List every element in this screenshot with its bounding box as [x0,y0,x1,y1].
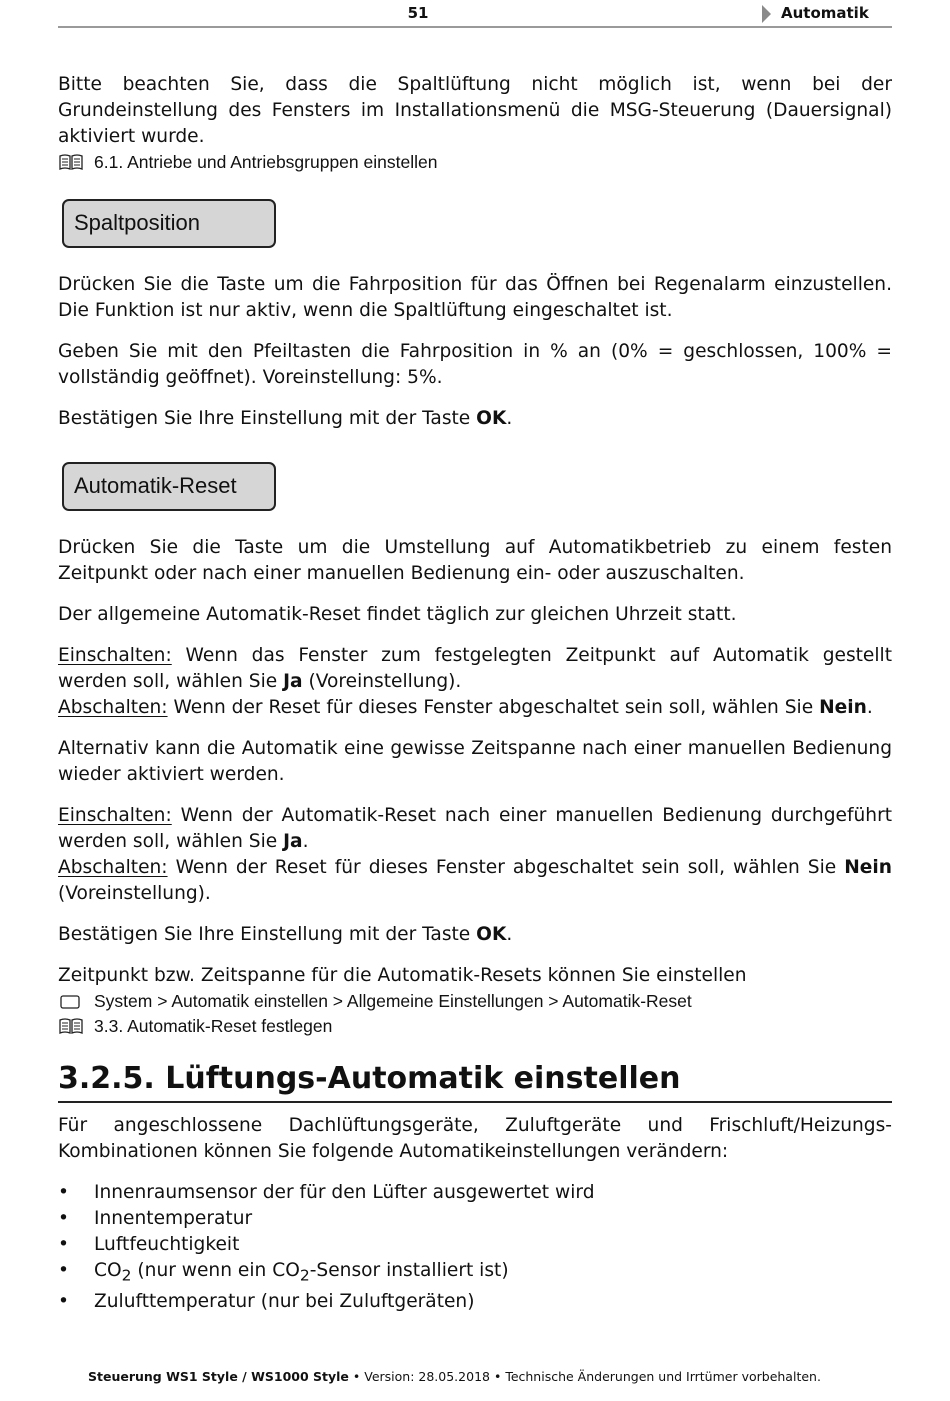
header-rule [58,26,892,28]
list-item-text: Luftfeuchtigkeit [94,1234,240,1255]
book-icon [58,1018,84,1036]
bullet: • [58,1182,69,1203]
einschalten-label: Einschalten: [58,645,172,666]
list-item-text: Innentemperatur [94,1208,253,1229]
list-item-text [94,1260,509,1285]
bullet: • [58,1260,69,1281]
bullet: • [58,1234,69,1255]
ok-key-label: OK [476,408,507,429]
footer-separator: • [348,1369,365,1384]
cross-reference-text: 6.1. Antriebe und Antriebsgruppen einstellen [94,152,438,172]
menu-path-text: System > Automatik einstellen > Allgemeine Einstellungen > Automatik-Reset [94,991,692,1011]
bullet: • [58,1290,69,1312]
paragraph: Der allgemeine Automatik-Reset findet täglich zur gleichen Uhrzeit statt. [58,604,737,625]
paragraph: Zeitpunkt bzw. Zeitspanne für die Automatik-Resets können Sie einstellen [58,965,747,986]
text: (Voreinstellung). [302,671,462,692]
text: Bestätigen Sie Ihre Einstellung mit der Taste [58,408,477,429]
text: CO [94,1260,122,1281]
automatik-reset-button[interactable]: Automatik-Reset [62,462,276,511]
nein-key-label: Nein [844,857,892,878]
cross-reference [58,1014,892,1039]
abschalten-label: Abschalten: [58,857,168,878]
list-item-text: Innenraumsensor der für den Lüfter ausgewertet wird [94,1182,595,1203]
text: Wenn der Automatik-Reset nach einer manuellen Bedienung durchgeführt werden soll, wählen Sie [58,805,892,852]
page-content [58,72,892,1315]
cross-reference-text: 3.3. Automatik-Reset festlegen [94,1016,333,1036]
paragraph: Geben Sie mit den Pfeiltasten die Fahrposition in % an (0% = geschlossen, 100% = vollständig geöffnet). Voreinstellung: 5%. [58,341,892,388]
list-item [58,1232,892,1258]
triangle-right-icon [762,5,771,23]
intro-paragraph: Bitte beachten Sie, dass die Spaltlüftung nicht möglich ist, wenn bei der Grundeinstellung des Fensters im Installationsmenü die MSG-Steuerung (Dauersignal) aktiviert wurde. [58,74,892,147]
menu-path [58,989,892,1014]
text: Bestätigen Sie Ihre Einstellung mit der Taste [58,924,477,945]
paragraph: Drücken Sie die Taste um die Fahrposition für das Öffnen bei Regenalarm einzustellen. Die Funktion ist nur aktiv, wenn die Spaltlüftung eingeschaltet ist. [58,274,892,321]
nein-key-label: Nein [819,697,867,718]
abschalten-paragraph [58,695,892,721]
section-intro: Für angeschlossene Dachlüftungsgeräte, Zuluftgeräte und Frischluft/Heizungs-Kombinationen können Sie folgende Automatikeinstellungen verändern: [58,1115,892,1162]
abschalten-label: Abschalten: [58,697,168,718]
paragraph: Alternativ kann die Automatik eine gewisse Zeitspanne nach einer manuellen Bedienung wieder aktiviert werden. [58,738,892,785]
ja-key-label: Ja [283,671,303,692]
ja-key-label: Ja [283,831,303,852]
abschalten-paragraph [58,855,892,907]
text: . [866,697,873,718]
text: -Sensor installiert ist) [309,1260,509,1281]
einschalten-paragraph [58,643,892,695]
einschalten-label: Einschalten: [58,805,172,826]
list-item-text: Zulufttemperatur (nur bei Zuluftgeräten) [94,1290,475,1312]
text: Wenn der Reset für dieses Fenster abgeschaltet sein soll, wählen Sie [167,697,820,718]
ok-key-label: OK [476,924,507,945]
list-item [58,1289,892,1315]
spaltposition-button[interactable]: Spaltposition [62,199,276,248]
section-heading: 3.2.5. Lüftungs-Automatik einstellen [58,1059,892,1103]
text: (nur wenn ein CO [131,1260,300,1281]
bullet: • [58,1208,69,1229]
paragraph: Drücken Sie die Taste um die Umstellung auf Automatikbetrieb zu einem festen Zeitpunkt oder nach einer manuellen Bedienung ein- oder auszuschalten. [58,537,892,584]
list-item [58,1206,892,1232]
text: (Voreinstellung). [58,883,211,904]
footer-separator: • [489,1369,506,1384]
footer-disclaimer: Technische Änderungen und Irrtümer vorbehalten. [505,1369,821,1384]
text: Wenn das Fenster zum festgelegten Zeitpunkt auf Automatik gestellt werden soll, wählen Sie [58,645,892,692]
chapter-title: Automatik [781,4,869,22]
text: Wenn der Reset für dieses Fenster abgeschaltet sein soll, wählen Sie [167,857,845,878]
einschalten-paragraph [58,803,892,855]
text: . [506,924,513,945]
list-item [58,1180,892,1206]
cross-reference [58,150,892,175]
confirm-paragraph [58,922,892,948]
subscript: 2 [299,1266,310,1285]
subscript: 2 [121,1266,132,1285]
text: . [302,831,309,852]
footer-version: Version: 28.05.2018 [364,1369,490,1384]
book-icon [58,154,84,172]
confirm-paragraph [58,406,892,432]
text: . [506,408,513,429]
footer-product: Steuerung WS1 Style / WS1000 Style [88,1369,349,1384]
page-footer [88,1369,888,1384]
menu-box-icon [58,993,84,1011]
settings-list [58,1180,892,1315]
page-number: 51 [407,4,429,22]
list-item [58,1258,892,1289]
